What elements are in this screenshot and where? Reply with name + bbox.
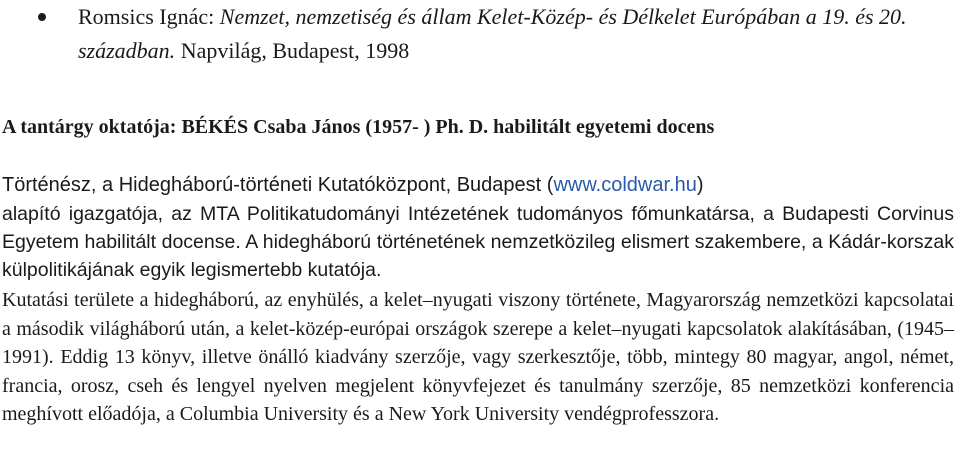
bullet-point-icon bbox=[38, 13, 46, 21]
intro-closing-paren: ) bbox=[696, 174, 704, 196]
instructor-bio-paragraph: alapító igazgatója, az MTA Politikatudományi Intézetének tudományos főmunkatársa, a Budapesti Corvinus Egyetem habilitált docense. A hidegháború történetének nemzetközileg elismert szakembere, a Kádár-korszak külpolitikájának egyik legismertebb kutatója. bbox=[2, 203, 954, 281]
instructor-label: A tantárgy oktatója: bbox=[2, 116, 182, 138]
book-author: Romsics Ignác: bbox=[78, 4, 220, 29]
instructor-name: BÉKÉS Csaba János bbox=[181, 116, 361, 138]
instructor-title: (1957- ) Ph. D. habilitált egyetemi docens bbox=[360, 116, 715, 138]
research-areas-paragraph: Kutatási területe a hidegháború, az enyhülés, a kelet–nyugati viszony története, Magyarország nemzetközi kapcsolatai a második világháború után, a kelet-közép-európai országok szerepe a kelet–nyugati kapcsolatok alakításában, (1945–1991). Eddig 13 könyv, illetve önálló kiadvány szerzője, vagy szerkesztője, több, mintegy 80 magyar, angol, német, francia, orosz, cseh és lengyel nyelven megjelent könyvfejezet és tanulmány szerzője, 85 nemzetközi konferencia meghívott előadója, a Columbia University és a New York University vendégprofesszora. bbox=[2, 289, 954, 426]
reading-list-item-text bbox=[78, 0, 938, 68]
coldwar-link[interactable]: www.coldwar.hu bbox=[553, 174, 697, 196]
instructor-intro bbox=[2, 170, 952, 200]
book-title: Nemzet, nemzetiség és állam Kelet-Közép- és Délkelet Európában a 19. és 20. században. bbox=[78, 4, 907, 63]
book-publisher: Napvilág, Budapest, 1998 bbox=[175, 38, 410, 63]
intro-text: Történész, a Hidegháború-történeti Kutatóközpont, Budapest ( bbox=[2, 174, 554, 196]
instructor-heading bbox=[2, 112, 952, 142]
